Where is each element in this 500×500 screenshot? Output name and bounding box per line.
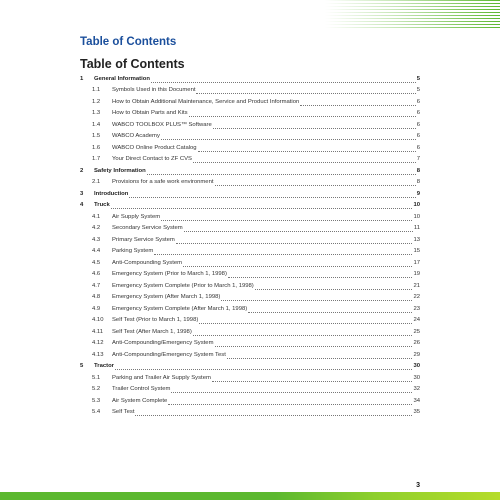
- toc-entry-number: 4.3: [92, 236, 101, 243]
- dot-leader: [193, 161, 416, 163]
- dot-leader: [189, 115, 416, 117]
- toc-entry-label: WABCO Academy: [112, 133, 160, 139]
- toc-section-entry[interactable]: [80, 257, 420, 269]
- toc-entry-number: 1.2: [92, 98, 101, 105]
- toc-entry-page: 10: [413, 202, 420, 208]
- toc-entry-page: 5: [416, 87, 420, 93]
- toc-entry-page: 30: [413, 374, 420, 381]
- toc-section-entry[interactable]: [80, 211, 420, 223]
- dot-leader: [151, 81, 416, 83]
- toc-entry-label: Self Test (Prior to March 1, 1998): [112, 317, 199, 323]
- toc-section-entry[interactable]: [80, 372, 420, 384]
- toc-entry-page: 24: [413, 317, 420, 323]
- toc-entry-label: Air System Complete: [112, 397, 168, 404]
- toc-entry-page: 13: [413, 236, 420, 243]
- dot-leader: [135, 414, 412, 416]
- toc-entry-label: Provisions for a safe work environment: [112, 179, 214, 185]
- toc-entry-label: Symbols Used in this Document: [112, 87, 196, 93]
- toc-entry-page: 29: [413, 351, 420, 358]
- toc-entry-number: 4.1: [92, 213, 101, 220]
- toc-entry-label: Emergency System (Prior to March 1, 1998): [112, 271, 227, 277]
- toc-entry-label: How to Obtain Additional Maintenance, Service and Product Information: [112, 98, 300, 105]
- dot-leader: [221, 299, 412, 301]
- toc-entry-number: 5: [80, 363, 84, 369]
- toc-entry-page: 8: [416, 167, 420, 174]
- toc-section-entry[interactable]: [80, 246, 420, 258]
- toc-entry-label: How to Obtain Parts and Kits: [112, 110, 188, 116]
- toc-section-entry[interactable]: [80, 142, 420, 154]
- toc-entry-page: 11: [413, 225, 420, 231]
- dot-leader: [171, 391, 412, 393]
- dot-leader: [215, 345, 413, 347]
- toc-entry-label: Emergency System Complete (Prior to March 1, 1998): [112, 282, 254, 289]
- toc-entry-label: Primary Service System: [112, 236, 175, 243]
- toc-section-entry[interactable]: [80, 395, 420, 407]
- toc-entry-page: 26: [413, 340, 420, 346]
- toc-entry-page: 22: [413, 294, 420, 300]
- toc-section-entry[interactable]: [80, 119, 420, 131]
- toc-chapter-entry[interactable]: [80, 361, 420, 373]
- toc-entry-page: 32: [413, 386, 420, 392]
- toc-section-entry[interactable]: [80, 131, 420, 143]
- toc-section-entry[interactable]: [80, 269, 420, 281]
- toc-entry-label: WABCO TOOLBOX PLUS™ Software: [112, 121, 212, 128]
- decorative-stripe-header: [325, 0, 500, 30]
- toc-entry-number: 3: [80, 190, 84, 197]
- toc-entry-label: General Information: [94, 75, 150, 82]
- dot-leader: [147, 173, 416, 175]
- toc-entry-page: 35: [413, 409, 420, 415]
- toc-entry-number: 4.2: [92, 225, 101, 231]
- toc-entry-label: Introduction: [94, 190, 129, 197]
- toc-entry-number: 4.9: [92, 305, 101, 312]
- dot-leader: [154, 253, 412, 255]
- toc-section-entry[interactable]: [80, 407, 420, 419]
- toc-entry-page: 15: [413, 248, 420, 254]
- dot-leader: [227, 357, 413, 359]
- dot-leader: [215, 184, 416, 186]
- toc-entry-label: Tractor: [94, 363, 114, 369]
- toc-entry-number: 4.5: [92, 259, 101, 266]
- toc-entry-number: 1.3: [92, 110, 101, 116]
- dot-leader: [161, 219, 412, 221]
- toc-entry-page: 6: [416, 98, 420, 105]
- toc-section-entry[interactable]: [80, 108, 420, 120]
- dot-leader: [168, 403, 412, 405]
- dot-leader: [115, 368, 412, 370]
- toc-entry-number: 1.5: [92, 133, 101, 139]
- toc-entry-label: Anti-Compounding/Emergency System Test: [112, 351, 226, 358]
- toc-entry-number: 4.8: [92, 294, 101, 300]
- toc-entry-number: 2.1: [92, 179, 101, 185]
- toc-section-entry[interactable]: [80, 384, 420, 396]
- toc-entry-label: Parking and Trailer Air Supply System: [112, 374, 211, 381]
- toc-entry-number: 4.7: [92, 282, 101, 289]
- toc-section-entry[interactable]: [80, 349, 420, 361]
- toc-entry-number: 4.10: [92, 317, 104, 323]
- toc-entry-label: WABCO Online Product Catalog: [112, 144, 197, 151]
- toc-entry-number: 5.3: [92, 397, 101, 404]
- toc-section-entry[interactable]: [80, 315, 420, 327]
- toc-entry-label: Parking System: [112, 248, 154, 254]
- toc-entry-label: Safety Information: [94, 167, 146, 174]
- toc-entry-label: Truck: [94, 202, 110, 208]
- toc-entry-number: 1.7: [92, 156, 101, 162]
- toc-entry-page: 34: [413, 397, 420, 404]
- dot-leader: [212, 380, 413, 382]
- toc-entry-number: 1.6: [92, 144, 101, 151]
- toc-entry-number: 4.13: [92, 351, 104, 358]
- toc-chapter-entry[interactable]: [80, 200, 420, 212]
- toc-entry-page: 6: [416, 121, 420, 128]
- dot-leader: [255, 288, 413, 290]
- toc-entry-number: 1: [80, 75, 84, 82]
- toc-chapter-entry[interactable]: [80, 165, 420, 177]
- toc-heading: Table of Contents: [80, 57, 185, 71]
- toc-chapter-entry[interactable]: [80, 188, 420, 200]
- toc-entry-page: 7: [416, 156, 420, 162]
- dot-leader: [199, 322, 412, 324]
- toc-section-entry[interactable]: [80, 85, 420, 97]
- toc-entry-number: 5.4: [92, 409, 101, 415]
- toc-entry-page: 8: [416, 179, 420, 185]
- toc-entry-number: 4.6: [92, 271, 101, 277]
- toc-entry-page: 10: [413, 213, 420, 220]
- toc-entry-page: 6: [416, 110, 420, 116]
- toc-entry-number: 4.4: [92, 248, 101, 254]
- toc-entry-page: 6: [416, 144, 420, 151]
- toc-entry-label: Emergency System (After March 1, 1998): [112, 294, 221, 300]
- toc-section-entry[interactable]: [80, 338, 420, 350]
- toc-entry-page: 21: [413, 282, 420, 289]
- dot-leader: [183, 265, 412, 267]
- toc-entry-number: 4.12: [92, 340, 104, 346]
- toc-entry-page: 9: [416, 190, 420, 197]
- dot-leader: [300, 104, 415, 106]
- toc-entry-label: Your Direct Contact to ZF CVS: [112, 156, 192, 162]
- dot-leader: [176, 242, 413, 244]
- dot-leader: [198, 150, 416, 152]
- dot-leader: [193, 334, 413, 336]
- toc-entry-number: 5.1: [92, 374, 101, 381]
- toc-entry-number: 5.2: [92, 386, 101, 392]
- toc-entry-number: 1.4: [92, 121, 101, 128]
- toc-entry-number: 4.11: [92, 328, 104, 335]
- footer-color-bar: [0, 492, 500, 500]
- page-number: 3: [416, 482, 420, 489]
- toc-entry-page: 30: [413, 363, 420, 369]
- toc-entry-label: Trailer Control System: [112, 386, 171, 392]
- toc-section-entry[interactable]: [80, 96, 420, 108]
- dot-leader: [161, 138, 416, 140]
- toc-entry-label: Self Test (After March 1, 1998): [112, 328, 192, 335]
- toc-entry-label: Air Supply System: [112, 213, 161, 220]
- toc-entry-page: 17: [413, 259, 420, 266]
- toc-section-entry[interactable]: [80, 234, 420, 246]
- dot-leader: [184, 230, 413, 232]
- dot-leader: [196, 92, 415, 94]
- page-header-title: Table of Contents: [80, 36, 177, 48]
- toc-section-entry[interactable]: [80, 303, 420, 315]
- toc-section-entry[interactable]: [80, 326, 420, 338]
- toc-entry-page: 19: [413, 271, 420, 277]
- toc-entry-page: 5: [416, 75, 420, 82]
- toc-entry-label: Emergency System Complete (After March 1, 1998): [112, 305, 248, 312]
- table-of-contents: [80, 73, 420, 418]
- toc-entry-number: 2: [80, 167, 84, 174]
- toc-entry-number: 1.1: [92, 87, 101, 93]
- dot-leader: [248, 311, 412, 313]
- toc-chapter-entry[interactable]: [80, 73, 420, 85]
- toc-entry-page: 6: [416, 133, 420, 139]
- toc-section-entry[interactable]: [80, 154, 420, 166]
- toc-entry-label: Anti-Compounding/Emergency System: [112, 340, 214, 346]
- dot-leader: [213, 127, 416, 129]
- toc-entry-number: 4: [80, 202, 84, 208]
- toc-entry-label: Self Test: [112, 409, 135, 415]
- toc-section-entry[interactable]: [80, 177, 420, 189]
- toc-section-entry[interactable]: [80, 280, 420, 292]
- dot-leader: [111, 207, 413, 209]
- toc-entry-page: 25: [413, 328, 420, 335]
- dot-leader: [228, 276, 413, 278]
- toc-entry-label: Secondary Service System: [112, 225, 183, 231]
- toc-entry-label: Anti-Compounding System: [112, 259, 183, 266]
- toc-section-entry[interactable]: [80, 223, 420, 235]
- toc-entry-page: 23: [413, 305, 420, 312]
- toc-section-entry[interactable]: [80, 292, 420, 304]
- dot-leader: [129, 196, 415, 198]
